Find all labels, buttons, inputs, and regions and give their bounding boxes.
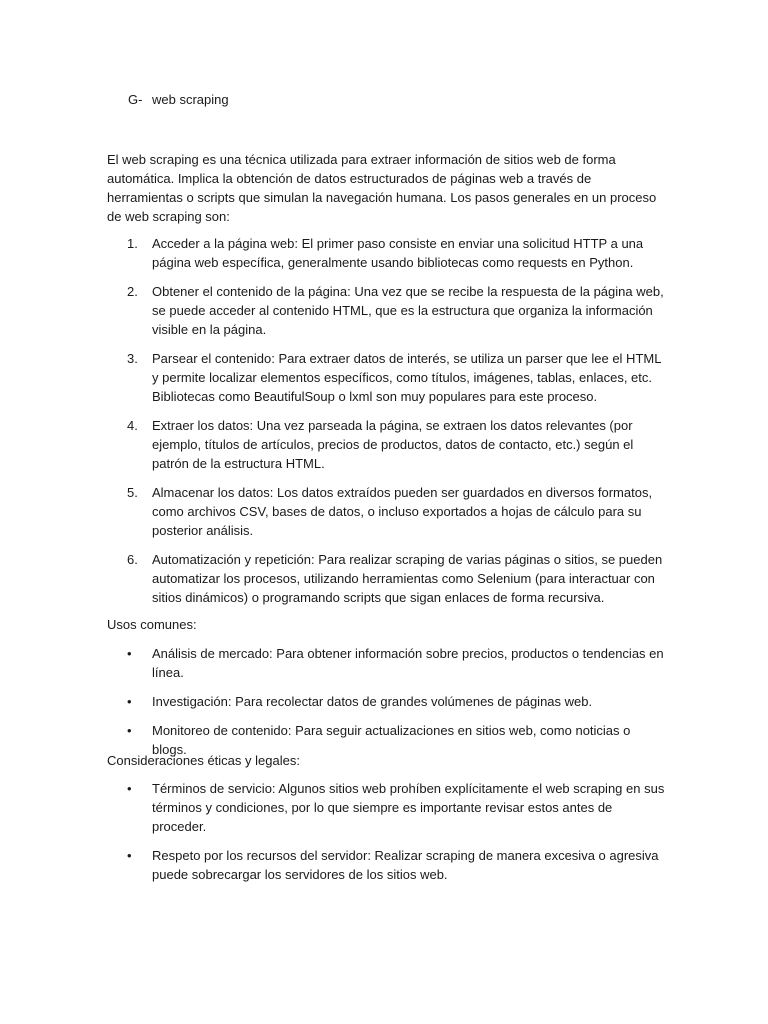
list-item-text: Automatización y repetición: Para realizar scraping de varias páginas o sitios, se pueden automatizar los procesos, utilizando herramientas como Selenium (para interactuar con sitios dinámicos) o programando scripts que sigan enlaces de forma recursiva.: [152, 552, 663, 605]
list-number: 2.: [127, 284, 138, 299]
list-item: [107, 692, 667, 711]
list-item-text: Acceder a la página web: El primer paso consiste en enviar una solicitud HTTP a una página web específica, generalmente usando bibliotecas como requests en Python.: [152, 236, 644, 270]
consideraciones-list: [107, 779, 667, 894]
list-item: [107, 483, 667, 540]
bullet-icon: •: [127, 646, 132, 661]
list-number: 1.: [127, 236, 138, 251]
heading-title: web scraping: [152, 92, 229, 107]
list-item-text: Almacenar los datos: Los datos extraídos pueden ser guardados en diversos formatos, como archivos CSV, bases de datos, o incluso exportados a hojas de cálculo para su posterior análisis.: [152, 485, 653, 538]
bullet-icon: •: [127, 723, 132, 738]
list-item: [107, 282, 667, 339]
list-item-text: Extraer los datos: Una vez parseada la página, se extraen los datos relevantes (por ejemplo, títulos de artículos, precios de productos, datos de contacto, etc.) según el patrón de la estructura HTML.: [152, 418, 634, 471]
list-number: 6.: [127, 552, 138, 567]
list-item: [107, 416, 667, 473]
list-item-text: Términos de servicio: Algunos sitios web prohíben explícitamente el web scraping en sus términos y condiciones, por lo que siempre es importante revisar estos antes de proceder.: [152, 781, 665, 834]
bullet-icon: •: [127, 781, 132, 796]
steps-list: [107, 234, 667, 617]
list-item-text: Obtener el contenido de la página: Una vez que se recibe la respuesta de la página web, se puede acceder al contenido HTML, que es la estructura que organiza la información visible en la página.: [152, 284, 664, 337]
list-item: [107, 349, 667, 406]
list-item-text: Parsear el contenido: Para extraer datos de interés, se utiliza un parser que lee el HTML y permite localizar elementos específicos, como títulos, imágenes, tablas, enlaces, etc. Bibliotecas como BeautifulSoup o lxml son muy populares para este proceso.: [152, 351, 661, 404]
usos-label: Usos comunes:: [107, 617, 197, 632]
section-heading: [128, 90, 229, 109]
list-number: 5.: [127, 485, 138, 500]
list-item-text: Investigación: Para recolectar datos de grandes volúmenes de páginas web.: [152, 694, 593, 709]
list-item: [107, 644, 667, 682]
bullet-icon: •: [127, 848, 132, 863]
list-item: [107, 846, 667, 884]
intro-paragraph: El web scraping es una técnica utilizada para extraer información de sitios web de forma automática. Implica la obtención de datos estructurados de páginas web a través de herramientas o scripts que simulan la navegación humana. Los pasos generales en un proceso de web scraping son:: [107, 152, 657, 224]
list-item: [107, 234, 667, 272]
consideraciones-label: Consideraciones éticas y legales:: [107, 753, 300, 768]
list-item-text: Respeto por los recursos del servidor: Realizar scraping de manera excesiva o agresiva puede sobrecargar los servidores de los sitios web.: [152, 848, 659, 882]
bullet-icon: •: [127, 694, 132, 709]
list-number: 4.: [127, 418, 138, 433]
list-number: 3.: [127, 351, 138, 366]
heading-marker: G-: [128, 92, 143, 107]
list-item-text: Monitoreo de contenido: Para seguir actualizaciones en sitios web, como noticias o blogs.: [152, 723, 631, 757]
list-item: [107, 779, 667, 836]
list-item: [107, 550, 667, 607]
list-item-text: Análisis de mercado: Para obtener información sobre precios, productos o tendencias en línea.: [152, 646, 664, 680]
